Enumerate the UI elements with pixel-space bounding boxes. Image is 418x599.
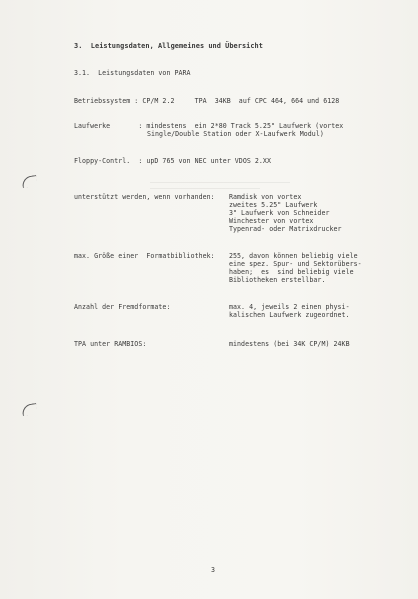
spec-row-foreign-formats-label: Anzahl der Fremdformate: [74,303,171,311]
spec-row-library-size-value: 255, davon können beliebig viele [229,252,358,260]
spec-row-foreign-formats-value: max. 4, jeweils 2 einen physi- [229,303,350,311]
spec-row-library-size-value: Bibliotheken erstellbar. [229,276,326,284]
spec-row-supported-value: 3" Laufwerk von Schneider [229,209,330,217]
punch-hole-mark-bottom [21,403,37,416]
spec-row-foreign-formats-value: kalischen Laufwerk zugeordnet. [229,311,350,319]
show-through-mark [150,182,290,183]
show-through-mark [150,188,260,189]
spec-row-supported-value: Winchester von vortex [229,217,314,225]
spec-row-os: Betriebssystem : CP/M 2.2 TPA 34KB auf CPC 464, 664 und 6128 [74,97,340,105]
spec-row-floppy-controller: Floppy-Contrl. : upD 765 von NEC unter VDOS 2.XX [74,157,271,165]
section-subtitle: 3.1. Leistungsdaten von PARA [74,69,191,77]
page-number: 3 [211,566,216,574]
spec-row-supported-value: Ramdisk von vortex [229,193,302,201]
punch-hole-mark-top [21,175,37,188]
spec-row-supported-value: zweites 5.25" Laufwerk [229,201,318,209]
spec-row-tpa-rambios-label: TPA unter RAMBIOS: [74,340,147,348]
spec-row-supported-label: unterstützt werden, wenn vorhanden: [74,193,215,201]
spec-row-drives: Laufwerke : mindestens ein 2*80 Track 5.25" Laufwerk (vortex [74,122,344,130]
spec-row-tpa-rambios-value: mindestens (bei 34K CP/M) 24KB [229,340,350,348]
spec-row-drives-value: Single/Double Station oder X-Laufwerk Modul) [147,130,324,138]
section-title: 3. Leistungsdaten, Allgemeines und Übersicht [74,42,263,50]
spec-row-library-size-value: eine spez. Spur- und Sektorübers- [229,260,362,268]
spec-row-supported-value: Typenrad- oder Matrixdrucker [229,225,342,233]
spec-row-library-size-label: max. Größe einer Formatbibliothek: [74,252,215,260]
spec-row-library-size-value: haben; es sind beliebig viele [229,268,354,276]
